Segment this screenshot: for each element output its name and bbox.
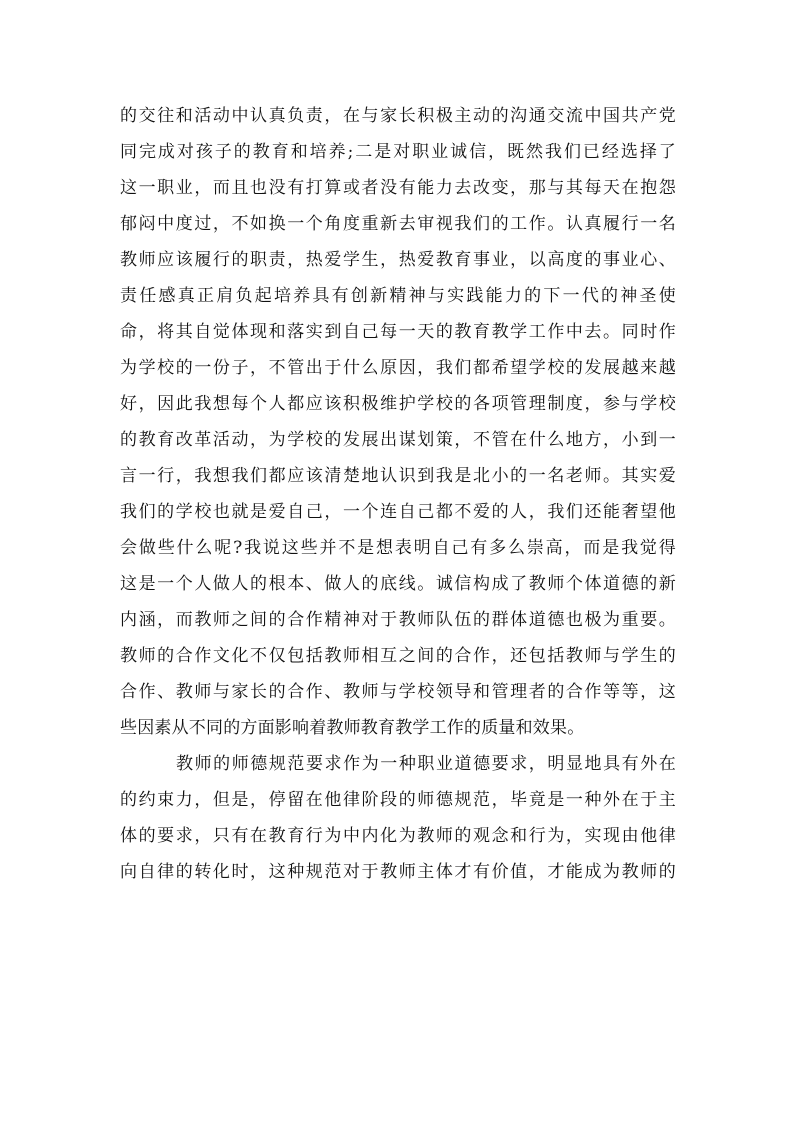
text-line: 教师的合作文化不仅包括教师相互之间的合作，还包括教师与学生的 bbox=[120, 646, 676, 666]
text-line: 的教育改革活动，为学校的发展出谋划策，不管在什么地方，小到一 bbox=[120, 430, 676, 450]
text-line: 郁闷中度过，不如换一个角度重新去审视我们的工作。认真履行一名 bbox=[120, 214, 676, 234]
text-line: 合作、教师与家长的合作、教师与学校领导和管理者的合作等等，这 bbox=[120, 682, 676, 702]
text-line: 的约束力，但是，停留在他律阶段的师德规范，毕竟是一种外在于主 bbox=[120, 790, 676, 810]
text-line: 为学校的一份子，不管出于什么原因，我们都希望学校的发展越来越 bbox=[120, 358, 676, 378]
text-line: 同完成对孩子的教育和培养;二是对职业诚信，既然我们已经选择了 bbox=[120, 142, 676, 162]
text-line: 责任感真正肩负起培养具有创新精神与实践能力的下一代的神圣使 bbox=[120, 286, 676, 306]
text-line: 言一行，我想我们都应该清楚地认识到我是北小的一名老师。其实爱 bbox=[120, 466, 676, 486]
text-line: 我们的学校也就是爱自己，一个连自己都不爱的人，我们还能奢望他 bbox=[120, 502, 676, 522]
text-line: 这是一个人做人的根本、做人的底线。诚信构成了教师个体道德的新 bbox=[120, 574, 676, 594]
text-line: 内涵，而教师之间的合作精神对于教师队伍的群体道德也极为重要。 bbox=[120, 610, 676, 630]
text-line: 好，因此我想每个人都应该积极维护学校的各项管理制度，参与学校 bbox=[120, 394, 676, 414]
text-line: 会做些什么呢?我说这些并不是想表明自己有多么崇高，而是我觉得 bbox=[120, 538, 676, 558]
text-line: 命，将其自觉体现和落实到自己每一天的教育教学工作中去。同时作 bbox=[120, 322, 676, 342]
text-line: 教师应该履行的职责，热爱学生，热爱教育事业，以高度的事业心、 bbox=[120, 250, 676, 270]
text-line: 向自律的转化时，这种规范对于教师主体才有价值，才能成为教师的 bbox=[120, 862, 676, 882]
text-line: 这一职业，而且也没有打算或者没有能力去改变，那与其每天在抱怨 bbox=[120, 178, 676, 198]
paragraph-end-line: 些因素从不同的方面影响着教师教育教学工作的质量和效果。 bbox=[120, 718, 585, 738]
text-line: 的交往和活动中认真负责，在与家长积极主动的沟通交流中国共产党 bbox=[120, 106, 676, 126]
text-line: 体的要求，只有在教育行为中内化为教师的观念和行为，实现由他律 bbox=[120, 826, 676, 846]
paragraph-start-line: 教师的师德规范要求作为一种职业道德要求，明显地具有外在 bbox=[176, 754, 676, 774]
